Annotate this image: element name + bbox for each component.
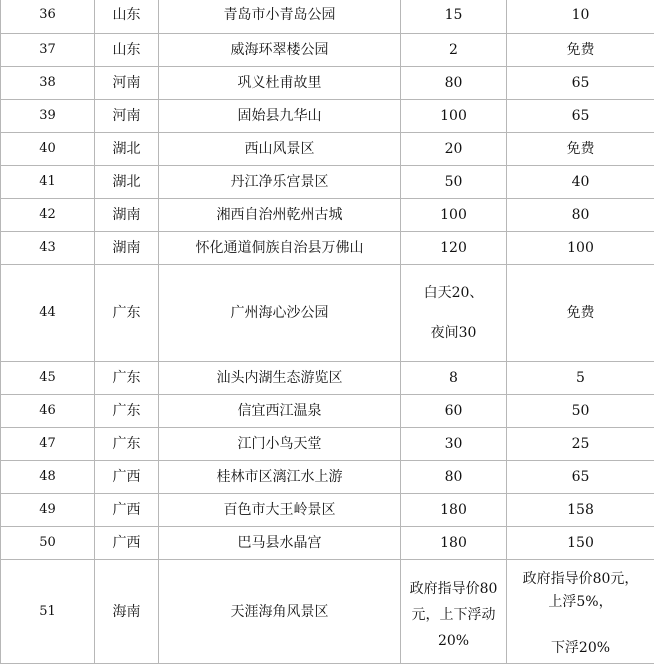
table-row	[1, 560, 654, 664]
table-row	[1, 133, 654, 166]
original-price	[401, 560, 507, 664]
new-price: 80	[507, 199, 654, 232]
scenic-spot-name: 桂林市区漓江水上游	[159, 461, 401, 494]
new-price: 150	[507, 527, 654, 560]
scenic-spot-name: 威海环翠楼公园	[159, 34, 401, 67]
original-price-line: 政府指导价80	[403, 576, 504, 602]
scenic-spot-name: 巴马县水晶宫	[159, 527, 401, 560]
table-row	[1, 494, 654, 527]
province-cell: 湖南	[95, 232, 159, 265]
original-price: 8	[401, 362, 507, 395]
province-cell: 湖北	[95, 133, 159, 166]
table-row	[1, 395, 654, 428]
original-price: 20	[401, 133, 507, 166]
row-number: 38	[1, 67, 95, 100]
new-price: 65	[507, 461, 654, 494]
new-price: 40	[507, 166, 654, 199]
row-number: 45	[1, 362, 95, 395]
row-number: 43	[1, 232, 95, 265]
original-price: 100	[401, 199, 507, 232]
table-row	[1, 527, 654, 560]
original-price-line: 夜间30	[405, 323, 502, 343]
original-price: 60	[401, 395, 507, 428]
scenic-spot-name: 信宜西江温泉	[159, 395, 401, 428]
scenic-spot-name: 巩义杜甫故里	[159, 67, 401, 100]
scenic-spot-name: 湘西自治州乾州古城	[159, 199, 401, 232]
row-number: 49	[1, 494, 95, 527]
row-number: 37	[1, 34, 95, 67]
row-number: 46	[1, 395, 95, 428]
province-cell: 广东	[95, 428, 159, 461]
scenic-spot-name: 江门小鸟天堂	[159, 428, 401, 461]
table-row	[1, 166, 654, 199]
row-number: 42	[1, 199, 95, 232]
province-cell: 广东	[95, 395, 159, 428]
table-row	[1, 362, 654, 395]
province-cell: 湖北	[95, 166, 159, 199]
original-price: 2	[401, 34, 507, 67]
province-cell: 河南	[95, 67, 159, 100]
province-cell: 河南	[95, 100, 159, 133]
table-row	[1, 34, 654, 67]
table-row	[1, 265, 654, 362]
new-price: 免费	[507, 133, 654, 166]
original-price: 80	[401, 67, 507, 100]
new-price: 免费	[507, 265, 654, 362]
original-price	[401, 265, 507, 362]
original-price: 30	[401, 428, 507, 461]
new-price: 免费	[507, 34, 654, 67]
scenic-spot-name: 固始县九华山	[159, 100, 401, 133]
province-cell: 广东	[95, 265, 159, 362]
original-price: 80	[401, 461, 507, 494]
original-price: 15	[401, 0, 507, 34]
new-price-line	[509, 614, 652, 637]
original-price-line: 20%	[403, 628, 504, 654]
province-cell: 山东	[95, 34, 159, 67]
scenic-spot-name: 怀化通道侗族自治县万佛山	[159, 232, 401, 265]
scenic-spot-name: 西山风景区	[159, 133, 401, 166]
original-price: 180	[401, 527, 507, 560]
new-price-line: 政府指导价80元，	[509, 568, 652, 591]
new-price: 65	[507, 67, 654, 100]
table-row	[1, 199, 654, 232]
new-price: 65	[507, 100, 654, 133]
scenic-spot-name: 天涯海角风景区	[159, 560, 401, 664]
new-price-line: 下浮20%	[509, 637, 652, 660]
scenic-spot-name: 百色市大王岭景区	[159, 494, 401, 527]
scenic-spot-name: 汕头内湖生态游览区	[159, 362, 401, 395]
original-price-line: 白天20、	[405, 283, 502, 303]
original-price: 120	[401, 232, 507, 265]
table-row	[1, 428, 654, 461]
row-number: 36	[1, 0, 95, 34]
province-cell: 海南	[95, 560, 159, 664]
scenic-spot-name: 丹江净乐宫景区	[159, 166, 401, 199]
row-number: 48	[1, 461, 95, 494]
row-number: 44	[1, 265, 95, 362]
row-number: 47	[1, 428, 95, 461]
row-number: 39	[1, 100, 95, 133]
original-price: 50	[401, 166, 507, 199]
province-cell: 广西	[95, 494, 159, 527]
new-price: 158	[507, 494, 654, 527]
province-cell: 广东	[95, 362, 159, 395]
row-number: 41	[1, 166, 95, 199]
table-row	[1, 461, 654, 494]
row-number: 51	[1, 560, 95, 664]
province-cell: 广西	[95, 527, 159, 560]
table-row	[1, 232, 654, 265]
province-cell: 湖南	[95, 199, 159, 232]
table-row	[1, 67, 654, 100]
new-price-line: 上浮5%，	[509, 591, 652, 614]
table-row	[1, 100, 654, 133]
new-price	[507, 560, 654, 664]
table-row	[1, 0, 654, 34]
new-price: 10	[507, 0, 654, 34]
province-cell: 广西	[95, 461, 159, 494]
original-price: 180	[401, 494, 507, 527]
row-number: 50	[1, 527, 95, 560]
scenic-spot-name: 广州海心沙公园	[159, 265, 401, 362]
new-price: 25	[507, 428, 654, 461]
scenic-spot-name: 青岛市小青岛公园	[159, 0, 401, 34]
original-price-line: 元，上下浮动	[403, 602, 504, 628]
new-price: 5	[507, 362, 654, 395]
row-number: 40	[1, 133, 95, 166]
province-cell: 山东	[95, 0, 159, 34]
original-price: 100	[401, 100, 507, 133]
new-price: 50	[507, 395, 654, 428]
new-price: 100	[507, 232, 654, 265]
